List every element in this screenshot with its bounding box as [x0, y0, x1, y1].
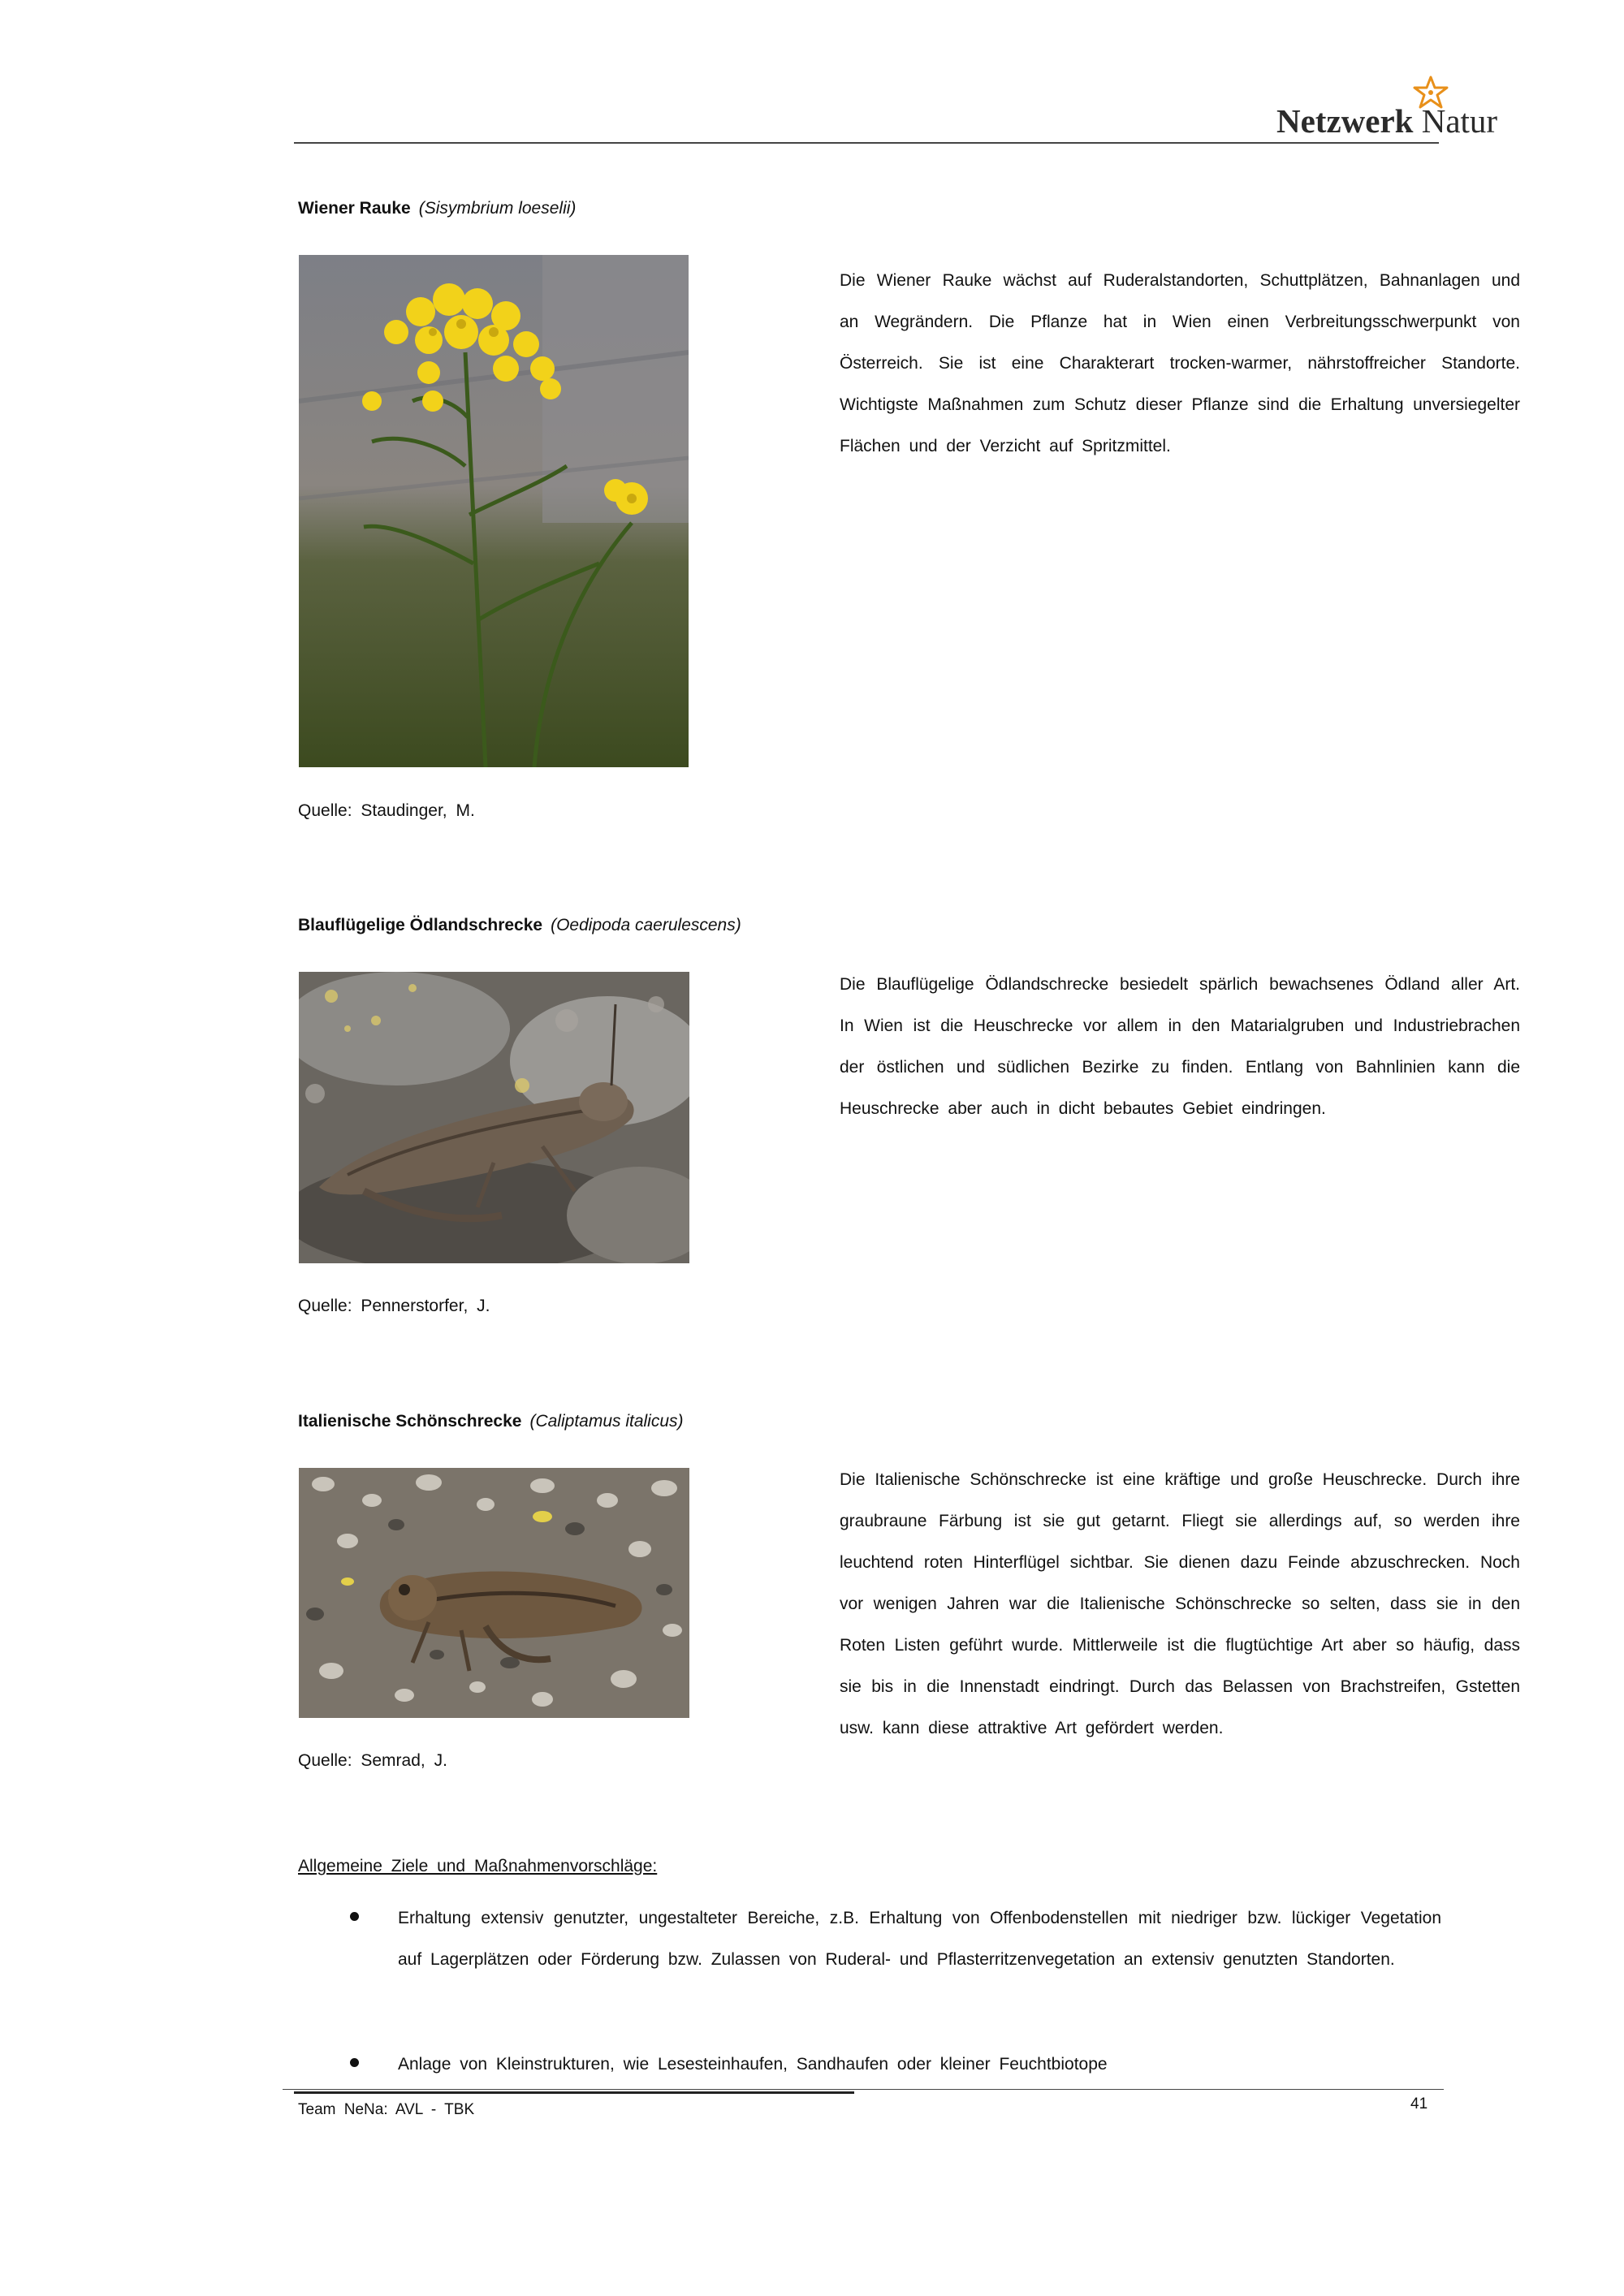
goal-list-item: Anlage von Kleinstrukturen, wie Lesesteinhaufen, Sandhaufen oder kleiner Feuchtbiotope [398, 2055, 1108, 2074]
common-name: Wiener Rauke [298, 199, 411, 218]
bullet-icon [350, 1912, 359, 1921]
logo-regular-text: Natur [1421, 102, 1498, 140]
section-title-wiener-rauke [298, 199, 576, 218]
common-name: Italienische Schönschrecke [298, 1412, 522, 1431]
logo-bold-text: Netzwerk [1276, 102, 1414, 140]
footer-divider-accent [294, 2091, 854, 2094]
common-name: Blauflügelige Ödlandschrecke [298, 916, 543, 934]
logo-wordmark [1276, 101, 1497, 140]
photo-source: Quelle: Pennerstorfer, J. [298, 1297, 490, 1315]
footer-team: Team NeNa: AVL - TBK [298, 2101, 475, 2118]
goals-heading: Allgemeine Ziele und Maßnahmenvorschläge: [298, 1857, 658, 1875]
section-title-oedlandschrecke [298, 916, 741, 935]
yellow-flower-photo [299, 255, 689, 767]
section-description: Die Wiener Rauke wächst auf Ruderalstandorten, Schuttplätzen, Bahnanlagen und an Wegrändern. Die Pflanze hat in Wien einen Verbreitungsschwerpunkt von Österreich. Sie ist eine Charakterart trocken-warmer, nährstoffreicher Standorte. Wichtigste Maßnahmen zum Schutz dieser Pflanze sind die Erhaltung unversiegelter Flächen und der Verzicht auf Spritzmittel. [840, 271, 1520, 455]
goal-list-item: Erhaltung extensiv genutzter, ungestalteter Bereiche, z.B. Erhaltung von Offenbodenstellen mit niedriger bzw. lückiger Vegetation auf Lagerplätzen oder Förderung bzw. Zulassen von Ruderal- und Pflasterritzenvegetation an extensiv genutzten Standorten. [398, 1909, 1441, 1969]
bullet-icon [350, 2058, 359, 2067]
section-title-schoenschrecke [298, 1412, 684, 1431]
latin-name: (Oedipoda caerulescens) [551, 916, 741, 934]
netzwerk-natur-logo [1276, 75, 1520, 148]
section-description: Die Italienische Schönschrecke ist eine kräftige und große Heuschrecke. Durch ihre graubraune Färbung ist sie gut getarnt. Fliegt sie allerdings auf, so werden ihre leuchtend roten Hinterflügel sichtbar. Sie dienen dazu Feinde abzuschrecken. Noch vor wenigen Jahren war die Italienische Schönschrecke so selten, dass sie in den Roten Listen geführt wurde. Mittlerweile ist die flugtüchtige Art aber so häufig, dass sie bis in die Innenstadt eindringt. Durch das Belassen von Brachstreifen, Gstetten usw. kann diese attraktive Art gefördert werden. [840, 1470, 1520, 1737]
grasshopper-on-rock-photo [299, 972, 689, 1263]
latin-name: (Caliptamus italicus) [529, 1412, 684, 1431]
photo-source: Quelle: Semrad, J. [298, 1751, 447, 1770]
page-number: 41 [1410, 2095, 1428, 2113]
header-divider [294, 142, 1439, 144]
photo-source: Quelle: Staudinger, M. [298, 801, 475, 820]
grasshopper-on-gravel-photo [299, 1468, 689, 1718]
footer-divider [283, 2089, 1444, 2090]
section-description: Die Blauflügelige Ödlandschrecke besiedelt spärlich bewachsenes Ödland aller Art. In Wien ist die Heuschrecke vor allem in den Matarialgruben und Industriebrachen der östlichen und südlichen Bezirke zu finden. Entlang von Bahnlinien kann die Heuschrecke aber auch in dicht bebautes Gebiet eindringen. [840, 975, 1520, 1118]
latin-name: (Sisymbrium loeselii) [418, 199, 577, 218]
